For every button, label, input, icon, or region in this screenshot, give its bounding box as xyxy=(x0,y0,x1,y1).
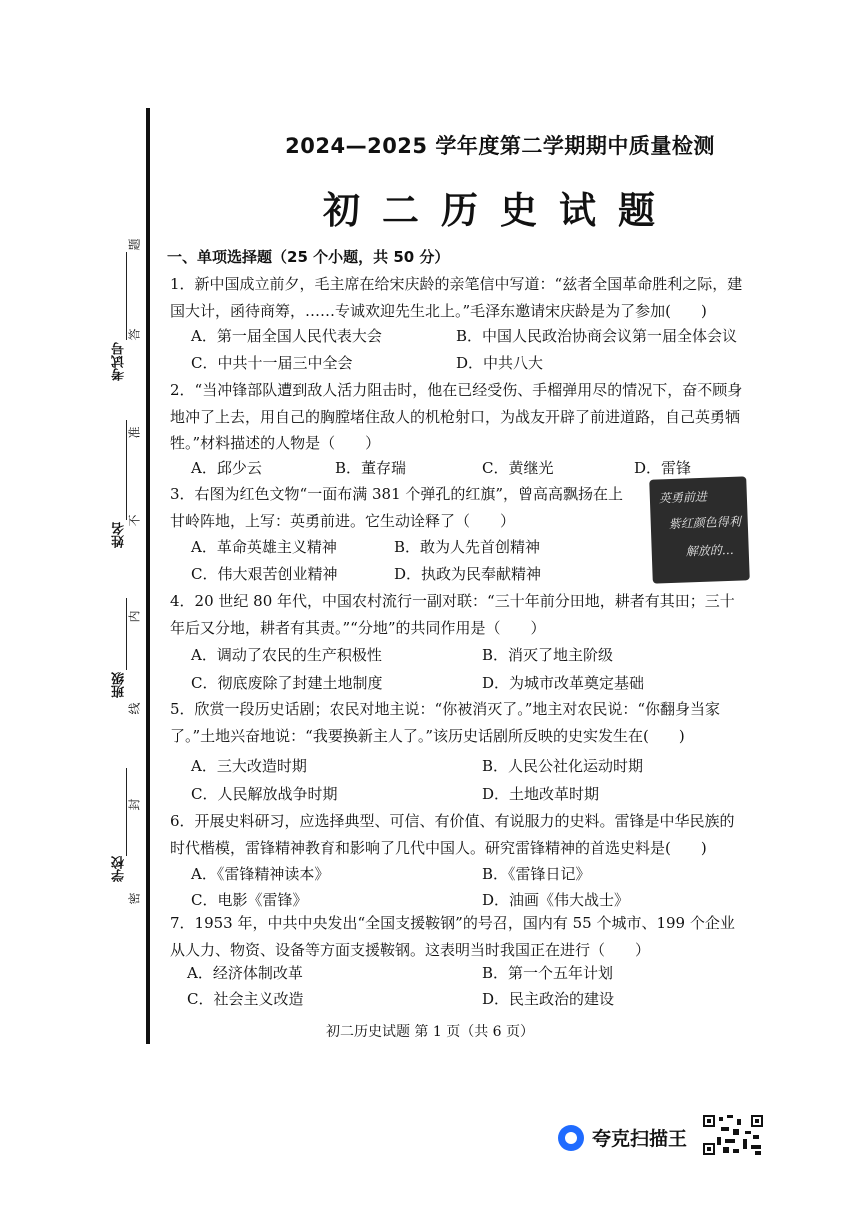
seal-word: 答 xyxy=(127,328,142,341)
question-1-stem: 1．新中国成立前夕，毛主席在给宋庆龄的亲笔信中写道：“兹者全国革命胜利之际，建国大计，函待商筹，……专诚欢迎先生北上。”毛泽东邀请宋庆龄是为了参加( ) xyxy=(170,275,743,320)
question-4-option-c[interactable]: C．彻底废除了封建土地制度 xyxy=(191,674,383,692)
question-7-option-a[interactable]: A．经济体制改革 xyxy=(187,964,303,982)
question-4-option-d[interactable]: D．为城市改革奠定基础 xyxy=(482,674,645,692)
question-4-option-b[interactable]: B．消灭了地主阶级 xyxy=(482,646,614,664)
subject-title: 初二历史试题 xyxy=(323,188,677,232)
question-2-option-b[interactable]: B．董存瑞 xyxy=(335,459,407,477)
question-3-stem: 3．右图为红色文物“一面布满 381 个弹孔的红旗”，曾高高飘扬在上甘岭阵地，上写：英勇前进。它生动诠释了（ ） xyxy=(170,485,624,530)
seal-word: 不 xyxy=(127,514,142,527)
question-5-option-c[interactable]: C．人民解放战争时期 xyxy=(191,785,338,803)
seal-word: 密 xyxy=(127,892,142,905)
question-6-option-a[interactable]: A．《雷锋精神读本》 xyxy=(191,865,330,883)
seal-word: 准 xyxy=(127,426,142,439)
class-label: 班级 xyxy=(112,672,127,698)
section-title: 一、单项选择题（25 个小题，共 50 分） xyxy=(167,248,450,266)
school-label: 学校 xyxy=(112,856,127,882)
question-5-option-b[interactable]: B．人民公社化运动时期 xyxy=(482,757,644,775)
question-7-option-b[interactable]: B．第一个五年计划 xyxy=(482,964,614,982)
red-flag-artifact-image xyxy=(649,476,750,583)
question-3-option-c[interactable]: C．伟大艰苦创业精神 xyxy=(191,565,338,583)
question-6-stem: 6．开展史料研习，应选择典型、可信、有价值、有说服力的史料。雷锋是中华民族的时代楷模，雷锋精神教育和影响了几代中国人。研究雷锋精神的首选史料是( ) xyxy=(170,812,735,857)
exam-no-label: 考试号 xyxy=(112,342,127,381)
exam-name: 2024—2025 学年度第二学期期中质量检测 xyxy=(285,134,715,158)
question-1-option-d[interactable]: D．中共八大 xyxy=(456,354,544,372)
page-footer: 初二历史试题 第 1 页（共 6 页） xyxy=(325,1024,535,1040)
question-1-option-c[interactable]: C．中共十一届三中全会 xyxy=(191,354,353,372)
question-5-option-d[interactable]: D．土地改革时期 xyxy=(482,785,600,803)
artifact-inscription: 解放的… xyxy=(685,542,734,559)
artifact-inscription: 紫红颜色得利 xyxy=(668,514,741,532)
seal-word: 题 xyxy=(127,238,142,251)
binding-line xyxy=(146,108,150,1044)
school-blank xyxy=(126,768,127,856)
question-6-option-d[interactable]: D．油画《伟大战士》 xyxy=(482,891,630,909)
scanner-watermark xyxy=(558,1124,687,1151)
seal-word: 线 xyxy=(127,702,142,715)
qr-code-icon xyxy=(703,1115,763,1155)
seal-word: 封 xyxy=(127,798,142,811)
question-3-option-d[interactable]: D．执政为民奉献精神 xyxy=(394,565,542,583)
seal-word: 内 xyxy=(127,610,142,623)
scanner-app-name: 夸克扫描王 xyxy=(592,1128,688,1150)
question-3-option-a[interactable]: A．革命英雄主义精神 xyxy=(191,538,337,556)
question-1-option-b[interactable]: B．中国人民政治协商会议第一届全体会议 xyxy=(456,327,738,345)
question-2-option-a[interactable]: A．邱少云 xyxy=(191,459,262,477)
question-6-option-c[interactable]: C．电影《雷锋》 xyxy=(191,891,308,909)
question-6-option-b[interactable]: B．《雷锋日记》 xyxy=(482,865,591,883)
exam-no-blank xyxy=(126,252,127,340)
question-7-stem: 7．1953 年，中共中央发出“全国支援鞍钢”的号召，国内有 55 个城市、199 个企业从人力、物资、设备等方面支援鞍钢。这表明当时我国正在进行（ ） xyxy=(170,914,735,959)
artifact-inscription: 英勇前进 xyxy=(658,489,708,506)
question-1-option-a[interactable]: A．第一届全国人民代表大会 xyxy=(191,327,382,345)
scanner-logo-icon xyxy=(558,1125,584,1151)
question-4-stem: 4．20 世纪 80 年代，中国农村流行一副对联：“三十年前分田地，耕者有其田；三十年后又分地，耕者有其责。”“分地”的共同作用是（ ） xyxy=(170,592,735,637)
question-3-option-b[interactable]: B．敢为人先首创精神 xyxy=(394,538,541,556)
question-2-option-d[interactable]: D．雷锋 xyxy=(634,459,692,477)
question-5-option-a[interactable]: A．三大改造时期 xyxy=(191,757,307,775)
question-4-option-a[interactable]: A．调动了农民的生产积极性 xyxy=(191,646,382,664)
question-2-stem: 2．“当冲锋部队遭到敌人活力阻击时，他在已经受伤、手榴弹用尽的情况下，奋不顾身地冲了上去，用自己的胸膛堵住敌人的机枪射口，为战友开辟了前进道路，自己英勇牺牲。”材料描述的人物是（ ） xyxy=(170,381,743,452)
class-blank xyxy=(126,598,127,670)
question-2-option-c[interactable]: C．黄继光 xyxy=(482,459,554,477)
question-5-stem: 5．欣赏一段历史话剧；农民对地主说：“你被消灭了。”地主对农民说：“你翻身当家了。”土地兴奋地说：“我要换新主人了。”该历史话剧所反映的史实发生在( ) xyxy=(170,700,721,745)
question-7-option-d[interactable]: D．民主政治的建设 xyxy=(482,990,615,1008)
question-7-option-c[interactable]: C．社会主义改造 xyxy=(187,990,304,1008)
name-label: 姓名 xyxy=(112,522,127,548)
